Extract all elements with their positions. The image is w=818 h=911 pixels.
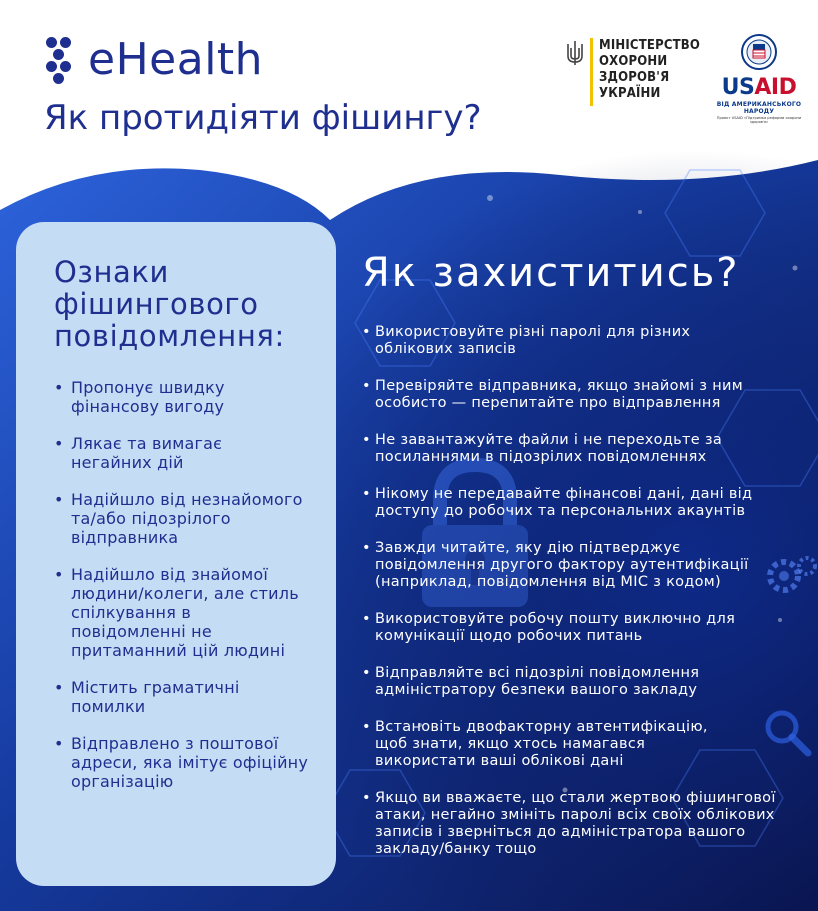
signs-title: Ознаки фішингового повідомлення:: [54, 255, 285, 353]
signs-list: [54, 378, 322, 791]
usaid-tagline: ВІД АМЕРИКАНСЬКОГО НАРОДУ: [716, 101, 802, 115]
usaid-logo: [714, 34, 804, 124]
list-item: • Встановіть двофакторну автентифікацію, щоб знати, якщо хтось намагався використати ваші облікові дані: [362, 719, 745, 770]
list-item: • Не завантажуйте файли і не переходьте за посиланнями в підозрілих повідомленнях: [362, 432, 775, 466]
list-item: • Перевіряйте відправника, якщо знайомі з ним особисто — перепитайте про відправлення: [362, 378, 785, 412]
list-item: • Використовуйте робочу пошту виключно для комунікації щодо робочих питань: [362, 611, 745, 645]
brand-name: eHealth: [88, 34, 264, 85]
list-item: • Завжди читайте, яку дію підтверджує повідомлення другого фактору аутентифікації (наприклад, повідомлення від МІС з кодом): [362, 540, 795, 591]
list-item: • Відправляйте всі підозрілі повідомлення адміністратору безпеки вашого закладу: [362, 665, 735, 699]
usaid-seal-icon: [741, 34, 777, 70]
ehealth-logo-icon: [44, 35, 74, 85]
protect-list: [362, 324, 812, 878]
usaid-wordmark: USAID: [721, 75, 797, 100]
list-item: • Лякає та вимагає негайних дій: [54, 434, 241, 472]
usaid-project-line: Проект USAID «Підтримка реформи охорони здоров'я»: [716, 116, 802, 124]
list-item: • Якщо ви вважаєте, що стали жертвою фішингової атаки, негайно змініть паролі всіх своїх облікових записів і зверніться до адміністратора вашого закладу/банку тощо: [362, 790, 815, 858]
ministry-name: МІНІСТЕРСТВО ОХОРОНИ ЗДОРОВ'Я УКРАЇНИ: [599, 38, 701, 101]
list-item: • Надійшло від незнайомого та/або підозрілого відправника: [54, 490, 331, 547]
list-item: • Містить граматичні помилки: [54, 678, 251, 716]
list-item: • Надійшло від знайомої людини/колеги, але стиль спілкування в повідомленні не притаманний цій людині: [54, 565, 301, 660]
page-title: Як протидіяти фішингу?: [44, 98, 482, 138]
ehealth-logo: [44, 34, 263, 85]
list-item: • Нікому не передавайте фінансові дані, дані від доступу до робочих та персональних акаунтів: [362, 486, 815, 520]
phishing-signs-card: [16, 222, 336, 886]
list-item: • Використовуйте різні паролі для різних облікових записів: [362, 324, 720, 358]
ministry-accent-bar: [590, 38, 593, 106]
list-item: • Відправлено з поштової адреси, яка імітує офіційну організацію: [54, 734, 311, 791]
list-item: • Пропонує швидку фінансову вигоду: [54, 378, 241, 416]
protect-title: Як захиститись?: [362, 250, 740, 296]
ministry-logo: [566, 38, 700, 106]
trident-icon: [566, 40, 584, 66]
